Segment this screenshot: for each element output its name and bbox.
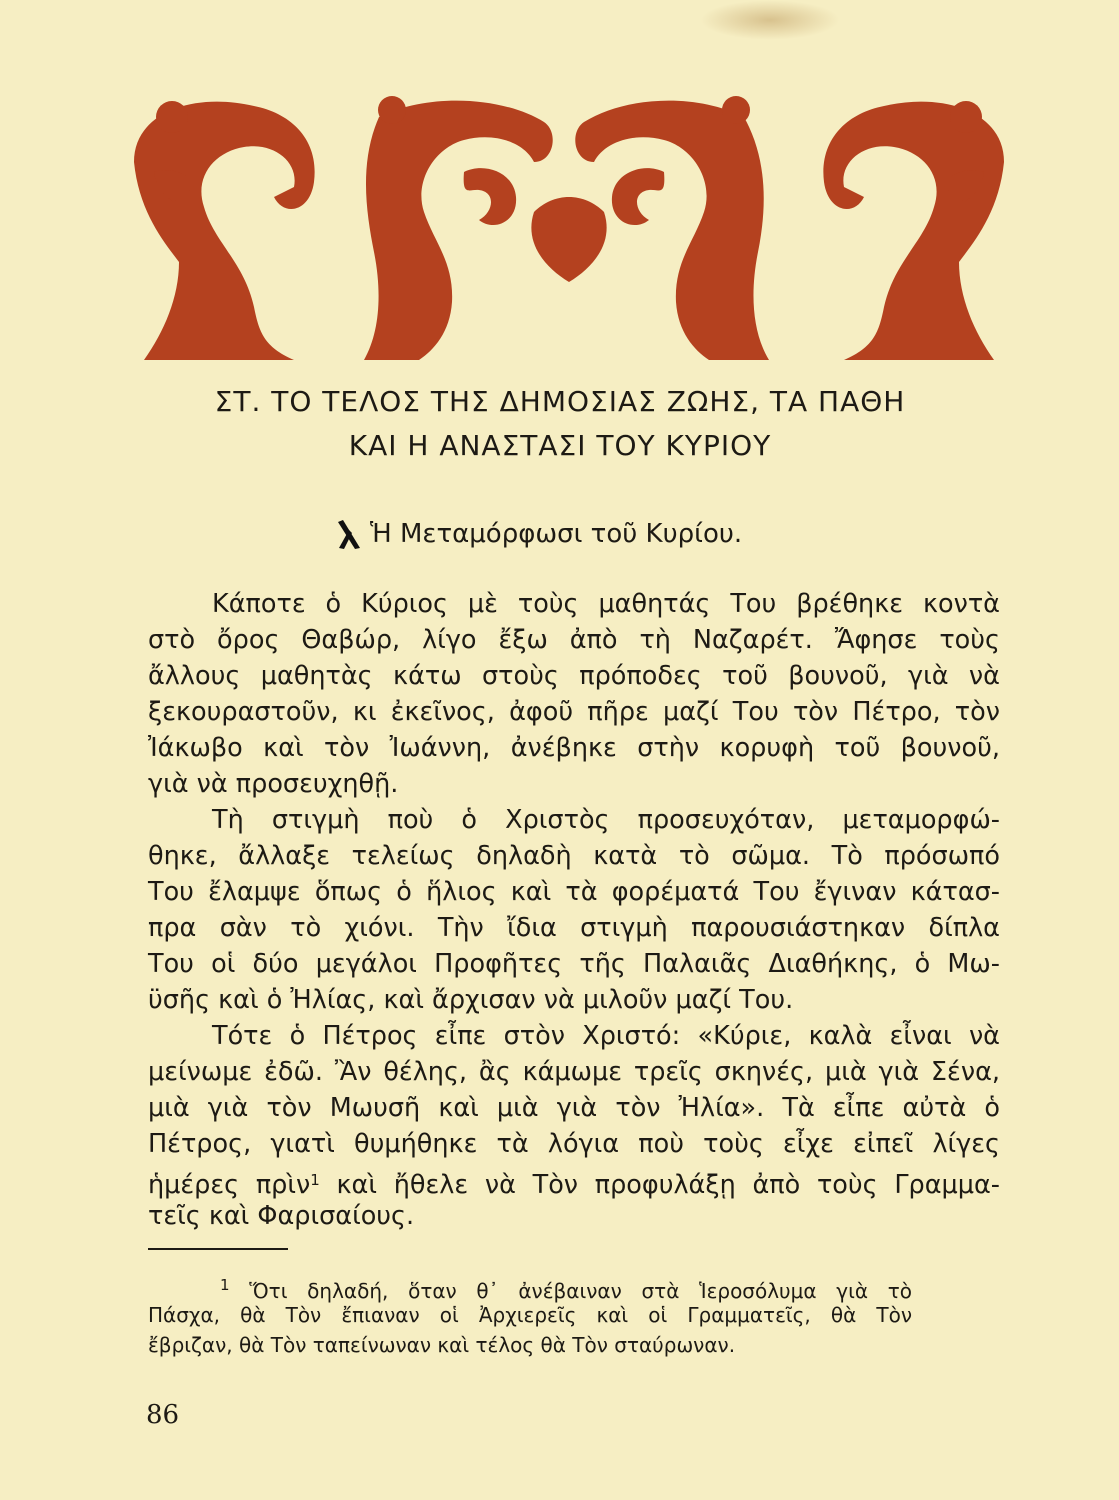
ornament-right [823,102,1004,360]
body-line: Πέτρος, γιατὶ θυμήθηκε τὰ λόγια ποὺ τοὺς εἶχε εἰπεῖ λίγες [148,1129,1000,1159]
ornament-center-left [364,101,553,360]
body-line: ξεκουραστοῦν, κι ἐκεῖνος, ἀφοῦ πῆρε μαζί Του τὸν Πέτρο, τὸν [148,697,1000,727]
body-line: Τότε ὁ Πέτρος εἶπε στὸν Χριστό: «Κύριε, καλὰ εἶναι νὰ [212,1021,1000,1051]
body-text: καὶ ἤθελε νὰ Τὸν προφυλάξῃ ἀπὸ τοὺς Γραμμα- [319,1170,1001,1200]
body-line: μιὰ γιὰ τὸν Μωυσῆ καὶ μιὰ γιὰ τὸν Ἠλία». Τὰ εἶπε αὐτὰ ὁ [148,1093,1000,1123]
body-line: ἄλλους μαθητὰς κάτω στοὺς πρόποδες τοῦ βουνοῦ, γιὰ νὰ [148,661,1000,691]
body-line: ϋσῆς καὶ ὁ Ἠλίας, καὶ ἄρχισαν νὰ μιλοῦν μαζί Του. [148,985,794,1015]
ornament-motifs [134,96,1004,360]
body-line: Του ἔλαμψε ὅπως ὁ ἥλιος καὶ τὰ φορέματά Του ἔγιναν κάτασ- [148,877,1000,907]
body-line: πρα σὰν τὸ χιόνι. Τὴν ἴδια στιγμὴ παρουσιάστηκαν δίπλα [148,913,1000,943]
body-line: τεῖς καὶ Φαρισαίους. [148,1201,415,1231]
body-line: θηκε, ἄλλαξε τελείως δηλαδὴ κατὰ τὸ σῶμα. Τὸ πρόσωπό [148,841,1000,871]
chapter-title-line-1: ΣΤ. ΤΟ ΤΕΛΟΣ ΤΗΣ ΔΗΜΟΣΙΑΣ ΖΩΗΣ, ΤΑ ΠΑΘΗ [214,385,906,418]
footnote-number: 1 [220,1276,230,1294]
body-text: ἡμέρες πρὶν [148,1170,311,1200]
chapter-title-line-2: ΚΑΙ Η ΑΝΑΣΤΑΣΙ ΤΟΥ ΚΥΡΙΟΥ [348,429,772,462]
section-title [338,512,742,556]
body-line: Ἰάκωβο καὶ τὸν Ἰωάννη, ἀνέβηκε στὴν κορυφὴ τοῦ βουνοῦ, [148,733,1000,763]
body-line: Τὴ στιγμὴ ποὺ ὁ Χριστὸς προσευχόταν, μεταμορφώ- [212,805,1000,835]
footnote-text: Ὅτι δηλαδή, ὅταν θ᾽ ἀνέβαιναν στὰ Ἱεροσόλυμα γιὰ τὸ [249,1279,913,1303]
decorative-headpiece [134,92,1004,362]
section-title-text: Ἡ Μεταμόρφωσι τοῦ Κυρίου. [370,519,743,549]
body-line: γιὰ νὰ προσευχηθῇ. [148,769,399,799]
footnote-reference: 1 [310,1171,320,1189]
body-line: Του οἱ δύο μεγάλοι Προφῆτες τῆς Παλαιᾶς Διαθήκης, ὁ Μω- [148,949,1000,979]
paper-stain [700,0,840,40]
body-line [148,1162,1000,1203]
footnote-line: Πάσχα, θὰ Τὸν ἔπιαναν οἱ Ἀρχιερεῖς καὶ οἱ Γραμματεῖς, θὰ Τὸν [148,1303,912,1327]
page-number: 86 [146,1400,180,1430]
body-line: στὸ ὄρος Θαβώρ, λίγο ἔξω ἀπὸ τὴ Ναζαρέτ. Ἄφησε τοὺς [148,625,1000,655]
ornament-left [134,102,315,360]
body-line: Κάποτε ὁ Κύριος μὲ τοὺς μαθητάς Του βρέθηκε κοντὰ [212,589,1000,619]
body-line: μείνωμε ἐδῶ. Ἂν θέλης, ἂς κάμωμε τρεῖς σκηνές, μιὰ γιὰ Σένα, [148,1057,1000,1087]
footnote-line: ἔβριζαν, θὰ Τὸν ταπείνωναν καὶ τέλος θὰ Τὸν σταύρωναν. [148,1333,736,1357]
footnote-divider [148,1248,288,1250]
